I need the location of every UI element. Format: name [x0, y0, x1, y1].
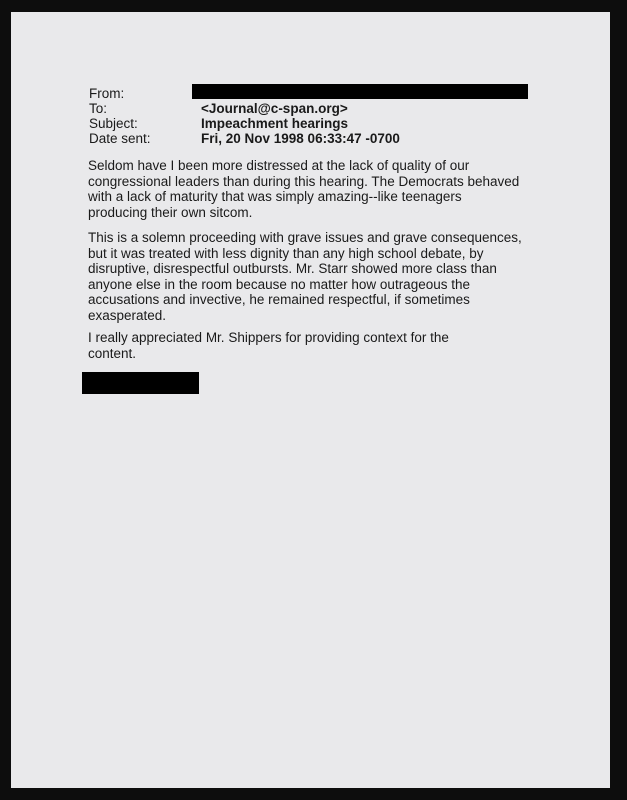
body-line: accusations and invective, he remained respectful, if sometimes	[88, 292, 470, 307]
from-label: From:	[89, 86, 125, 101]
body-line: congressional leaders than during this hearing. The Democrats behaved	[88, 173, 520, 189]
body-line: producing their own sitcom.	[88, 204, 253, 220]
body-paragraph-1	[88, 158, 558, 220]
body-line: with a lack of maturity that was simply amazing--like teenagers	[88, 189, 462, 204]
sender-redaction	[192, 84, 528, 99]
body-line: Seldom have I been more distressed at the lack of quality of our	[88, 158, 470, 173]
body-line: anyone else in the room because no matter how outrageous the	[88, 276, 470, 292]
to-value: <Journal@c-span.org>	[201, 101, 348, 116]
date-sent-value: Fri, 20 Nov 1998 06:33:47 -0700	[201, 131, 400, 146]
body-line: content.	[88, 345, 137, 361]
body-line: This is a solemn proceeding with grave issues and grave consequences,	[88, 230, 522, 245]
to-label: To:	[89, 101, 108, 116]
body-line: disruptive, disrespectful outbursts. Mr. Starr showed more class than	[88, 261, 497, 276]
body-line: but it was treated with less dignity than any high school debate, by	[88, 245, 484, 261]
subject-label: Subject:	[89, 116, 138, 131]
body-paragraph-3	[88, 330, 558, 361]
date-sent-label: Date sent:	[89, 131, 151, 146]
subject-value: Impeachment hearings	[201, 116, 349, 131]
body-line: exasperated.	[88, 307, 167, 323]
document-page	[11, 12, 610, 788]
body-line: I really appreciated Mr. Shippers for providing context for the	[88, 330, 449, 345]
body-paragraph-2	[88, 230, 558, 323]
signature-redaction	[82, 372, 199, 394]
